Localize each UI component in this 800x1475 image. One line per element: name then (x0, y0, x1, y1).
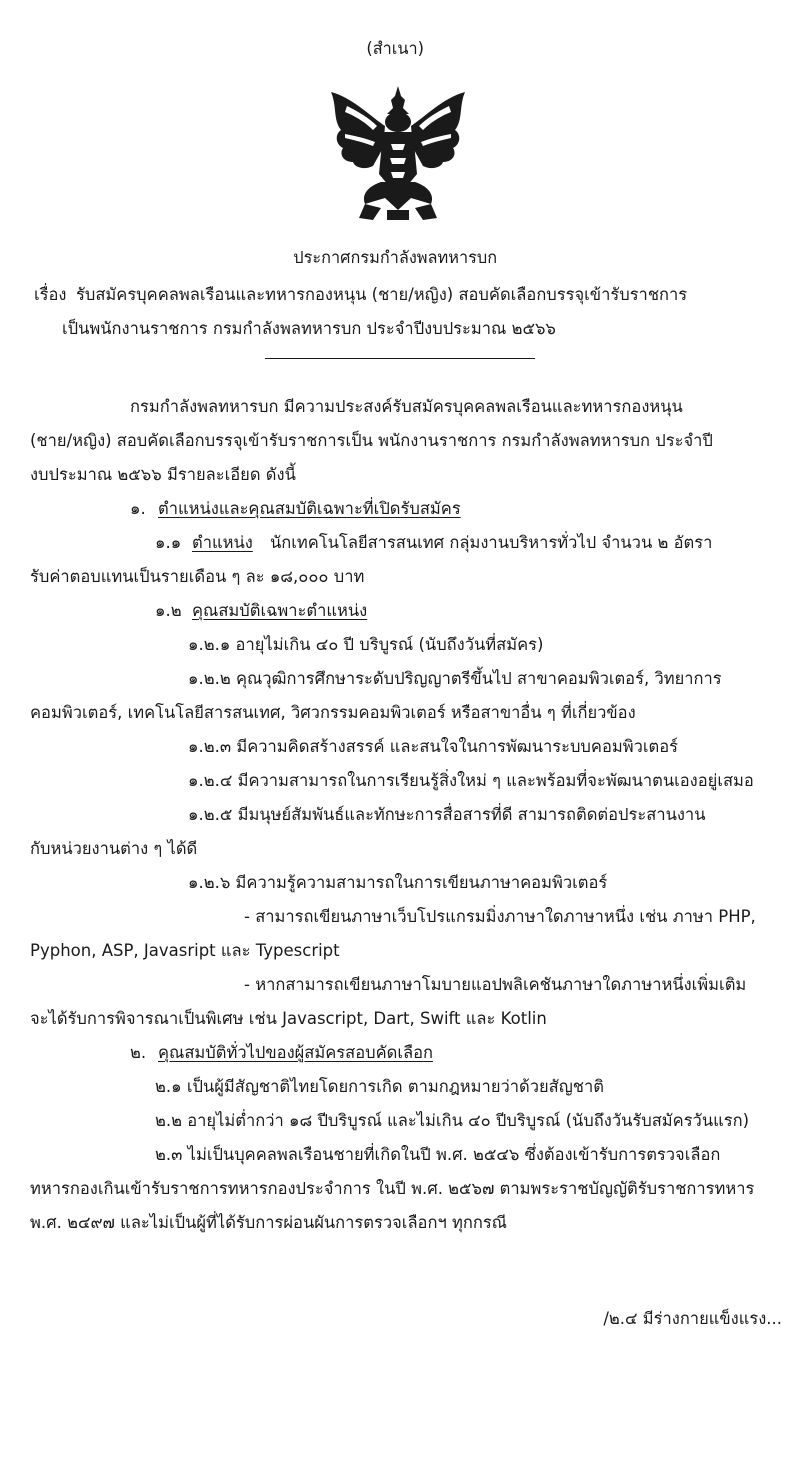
section-2-title: คุณสมบัติทั่วไปของผู้สมัครสอบคัดเลือก (158, 1043, 434, 1062)
qualification-6-bullet-2: - หากสามารถเขียนภาษาโมบายแอปพลิเคชันภาษาใดภาษาหนึ่งเพิ่มเติม (244, 975, 747, 994)
general-qualification-3-cont-2: พ.ศ. ๒๔๙๗ และไม่เป็นผู้ที่ได้รับการผ่อนผันการตรวจเลือกฯ ทุกกรณี (30, 1213, 507, 1232)
qualification-6: ๑.๒.๖ มีความรู้ความสามารถในการเขียนภาษาคอมพิวเตอร์ (188, 873, 608, 892)
issuer-title: ประกาศกรมกำลังพลทหารบก (293, 248, 498, 267)
continuation-marker: /๒.๔ มีร่างกายแข็งแรง... (603, 1309, 782, 1328)
section-1-1-text: นักเทคโนโลยีสารสนเทศ กลุ่มงานบริหารทั่วไป จำนวน ๒ อัตรา (270, 533, 713, 552)
qualification-5-cont: กับหน่วยงานต่าง ๆ ได้ดี (30, 839, 198, 858)
qualification-5: ๑.๒.๕ มีมนุษย์สัมพันธ์และทักษะการสื่อสารที่ดี สามารถติดต่อประสานงาน (188, 805, 706, 824)
qualification-6-bullet-2-cont: จะได้รับการพิจารณาเป็นพิเศษ เช่น Javascript, Dart, Swift และ Kotlin (30, 1009, 547, 1028)
garuda-emblem-icon (325, 86, 471, 222)
general-qualification-3: ๒.๓ ไม่เป็นบุคคลพลเรือนชายที่เกิดในปี พ.ศ. ๒๕๔๖ ซึ่งต้องเข้ารับการตรวจเลือก (155, 1145, 721, 1164)
qualification-2-cont: คอมพิวเตอร์, เทคโนโลยีสารสนเทศ, วิศวกรรมคอมพิวเตอร์ หรือสาขาอื่น ๆ ที่เกี่ยวข้อง (30, 703, 636, 722)
qualification-4: ๑.๒.๔ มีความสามารถในการเรียนรู้สิ่งใหม่ ๆ และพร้อมที่จะพัฒนาตนเองอยู่เสมอ (188, 771, 754, 790)
qualification-2: ๑.๒.๒ คุณวุฒิการศึกษาระดับปริญญาตรีขึ้นไป สาขาคอมพิวเตอร์, วิทยาการ (188, 669, 722, 688)
general-qualification-3-cont-1: ทหารกองเกินเข้ารับราชการทหารกองประจำการ ในปี พ.ศ. ๒๕๖๗ ตามพระราชบัญญัติรับราชการทหาร (30, 1179, 755, 1198)
subject-line-1: รับสมัครบุคคลพลเรือนและทหารกองหนุน (ชาย/หญิง) สอบคัดเลือกบรรจุเข้ารับราชการ (76, 285, 688, 304)
section-1-number: ๑. (130, 499, 146, 518)
subject-label: เรื่อง (34, 285, 67, 304)
section-2-number: ๒. (130, 1043, 147, 1062)
qualification-6-bullet-1: - สามารถเขียนภาษาเว็บโปรแกรมมิ่งภาษาใดภาษาหนึ่ง เช่น ภาษา PHP, (244, 907, 756, 926)
qualification-3: ๑.๒.๓ มีความคิดสร้างสรรค์ และสนใจในการพัฒนาระบบคอมพิวเตอร์ (188, 737, 678, 756)
intro-line-1: กรมกำลังพลทหารบก มีความประสงค์รับสมัครบุคคลพลเรือนและทหารกองหนุน (130, 397, 683, 416)
section-1-1-label: ตำแหน่ง (192, 533, 253, 552)
subject-line-2: เป็นพนักงานราชการ กรมกำลังพลทหารบก ประจำปีงบประมาณ ๒๕๖๖ (62, 319, 556, 338)
qualification-1: ๑.๒.๑ อายุไม่เกิน ๔๐ ปี บริบูรณ์ (นับถึงวันที่สมัคร) (188, 635, 544, 654)
qualification-6-bullet-1-cont: Pyphon, ASP, Javasript และ Typescript (30, 941, 340, 960)
section-1-2-number: ๑.๒ (155, 601, 182, 620)
general-qualification-2: ๒.๒ อายุไม่ต่ำกว่า ๑๘ ปีบริบูรณ์ และไม่เกิน ๔๐ ปีบริบูรณ์ (นับถึงวันรับสมัครวันแรก) (155, 1111, 750, 1130)
section-1-1-cont: รับค่าตอบแทนเป็นรายเดือน ๆ ละ ๑๘,๐๐๐ บาท (30, 567, 365, 586)
intro-line-3: งบประมาณ ๒๕๖๖ มีรายละเอียด ดังนี้ (30, 465, 296, 484)
section-1-1-number: ๑.๑ (155, 533, 182, 552)
section-1-title: ตำแหน่งและคุณสมบัติเฉพาะที่เปิดรับสมัคร (158, 499, 461, 518)
section-1-2-title: คุณสมบัติเฉพาะตำแหน่ง (192, 601, 368, 620)
intro-line-2: (ชาย/หญิง) สอบคัดเลือกบรรจุเข้ารับราชการเป็น พนักงานราชการ กรมกำลังพลทหารบก ประจำปี (30, 431, 713, 450)
divider-rule (265, 358, 535, 359)
general-qualification-1: ๒.๑ เป็นผู้มีสัญชาติไทยโดยการเกิด ตามกฎหมายว่าด้วยสัญชาติ (155, 1077, 604, 1096)
copy-mark: (สำเนา) (366, 39, 425, 58)
